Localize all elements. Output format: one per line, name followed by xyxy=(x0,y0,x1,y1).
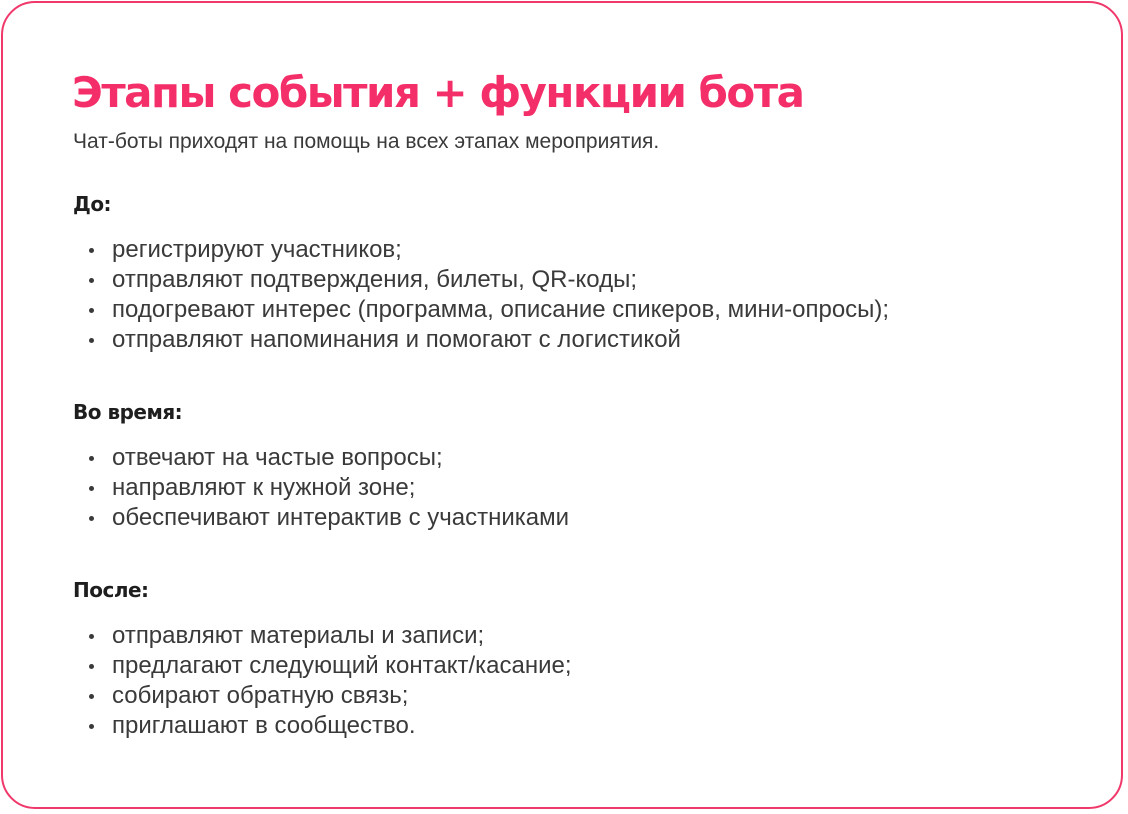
page-subtitle: Чат-боты приходят на помощь на всех этапах мероприятия. xyxy=(73,130,660,153)
list-item-text: отправляют напоминания и помогают с логистикой xyxy=(112,326,681,353)
bullet-icon xyxy=(89,486,94,491)
list-item xyxy=(85,503,569,533)
list-item xyxy=(85,295,889,325)
section-heading-before: До: xyxy=(73,192,112,216)
list-item xyxy=(85,651,572,681)
list-item-text: регистрируют участников; xyxy=(112,236,402,263)
bullet-icon xyxy=(89,724,94,729)
list-item xyxy=(85,265,889,295)
bullet-list-after xyxy=(85,621,572,741)
list-item-text: отправляют подтверждения, билеты, QR-коды; xyxy=(112,266,638,293)
list-item xyxy=(85,235,889,265)
list-item xyxy=(85,621,572,651)
page-title: Этапы события + функции бота xyxy=(72,68,804,117)
card-frame xyxy=(1,1,1123,809)
list-item xyxy=(85,443,569,473)
list-item xyxy=(85,711,572,741)
list-item-text: отвечают на частые вопросы; xyxy=(112,444,443,471)
bullet-icon xyxy=(89,664,94,669)
list-item-text: направляют к нужной зоне; xyxy=(112,474,416,501)
section-heading-after: После: xyxy=(73,578,149,602)
bullet-icon xyxy=(89,456,94,461)
list-item-text: приглашают в сообщество. xyxy=(112,712,416,739)
bullet-icon xyxy=(89,338,94,343)
bullet-icon xyxy=(89,634,94,639)
bullet-icon xyxy=(89,516,94,521)
list-item-text: предлагают следующий контакт/касание; xyxy=(112,652,572,679)
bullet-icon xyxy=(89,308,94,313)
list-item xyxy=(85,325,889,355)
bullet-icon xyxy=(89,694,94,699)
list-item xyxy=(85,681,572,711)
bullet-list-during xyxy=(85,443,569,533)
bullet-icon xyxy=(89,248,94,253)
list-item-text: обеспечивают интерактив с участниками xyxy=(112,504,570,531)
list-item xyxy=(85,473,569,503)
bullet-list-before xyxy=(85,235,889,355)
list-item-text: собирают обратную связь; xyxy=(112,682,409,709)
list-item-text: подогревают интерес (программа, описание спикеров, мини-опросы); xyxy=(112,296,890,323)
list-item-text: отправляют материалы и записи; xyxy=(112,622,485,649)
bullet-icon xyxy=(89,278,94,283)
section-heading-during: Во время: xyxy=(73,400,183,424)
